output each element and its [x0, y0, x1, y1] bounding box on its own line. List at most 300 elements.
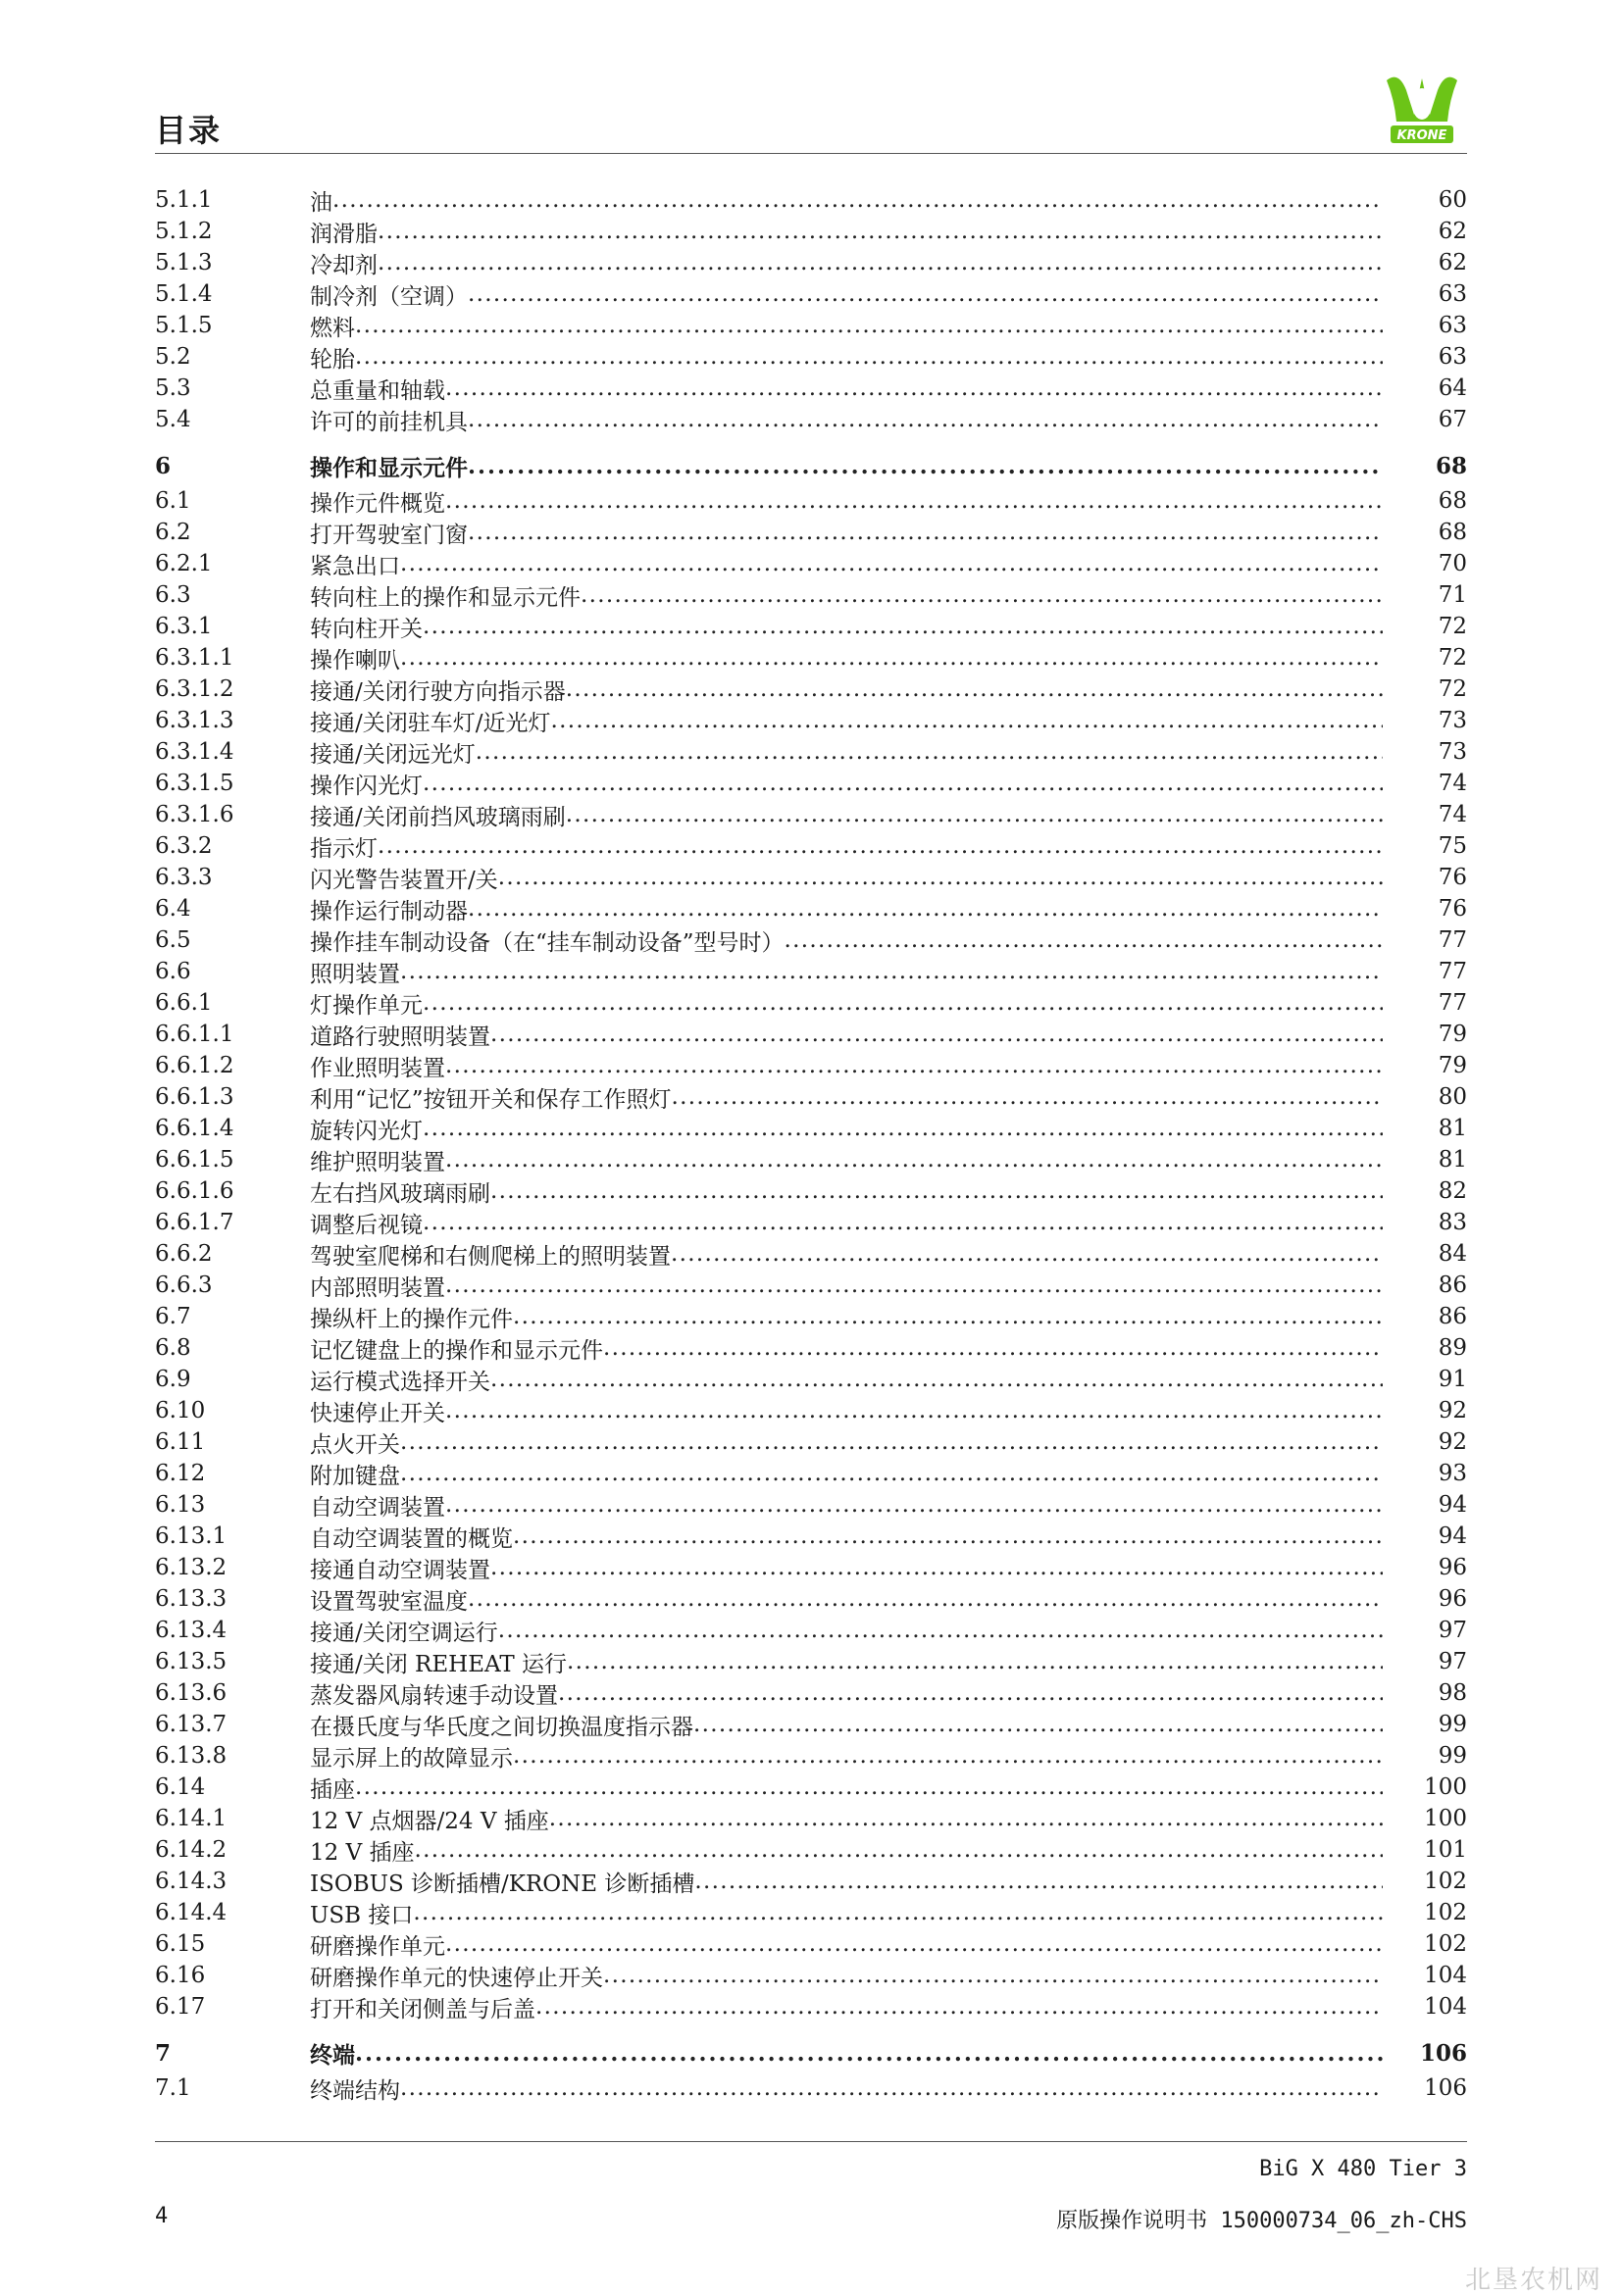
toc-entry-number: 5.1.4: [155, 281, 213, 307]
toc-entry-number: 6.1: [155, 488, 191, 514]
toc-entry[interactable]: [155, 404, 1467, 435]
toc-entry[interactable]: [155, 1552, 1467, 1583]
toc-entry[interactable]: [155, 862, 1467, 893]
toc-entry-page: 70: [1438, 551, 1467, 576]
toc-entry-number: 6.3.1.1: [155, 645, 234, 671]
dot-leader: [400, 1429, 1383, 1455]
toc-entry[interactable]: [155, 830, 1467, 862]
toc-entry-number: 6.4: [155, 896, 191, 922]
toc-entry[interactable]: [155, 987, 1467, 1019]
toc-entry[interactable]: [155, 1081, 1467, 1113]
toc-entry-page: 89: [1438, 1335, 1467, 1361]
toc-entry-page: 79: [1438, 1053, 1467, 1078]
toc-entry-page: 99: [1438, 1743, 1467, 1769]
toc-entry[interactable]: [155, 1615, 1467, 1646]
toc-entry-page: 72: [1438, 676, 1467, 702]
dot-leader: [468, 453, 1383, 479]
dot-leader: [498, 865, 1383, 890]
toc-entry-title: 内部照明装置: [310, 1274, 445, 1301]
toc-entry[interactable]: [155, 1709, 1467, 1740]
dot-leader: [468, 896, 1383, 922]
toc-entry-number: 6.6.2: [155, 1241, 213, 1267]
toc-entry[interactable]: [155, 1521, 1467, 1552]
toc-entry[interactable]: [155, 184, 1467, 216]
toc-entry[interactable]: [155, 1144, 1467, 1175]
toc-entry-title: 附加键盘: [310, 1463, 400, 1489]
toc-entry[interactable]: [155, 247, 1467, 278]
toc-entry[interactable]: [155, 705, 1467, 736]
toc-entry-title: 接通/关闭远光灯: [310, 741, 476, 768]
toc-entry-page: 86: [1438, 1273, 1467, 1298]
toc-entry-page: 77: [1438, 990, 1467, 1016]
toc-entry-number: 6.5: [155, 927, 191, 953]
toc-entry-page: 97: [1438, 1649, 1467, 1674]
dot-leader: [581, 582, 1383, 608]
toc-entry-number: 6.6.1.2: [155, 1053, 234, 1078]
toc-entry-page: 67: [1438, 407, 1467, 432]
page-title: 目录: [155, 112, 223, 149]
toc-entry-title: 研磨操作单元的快速停止开关: [310, 1965, 603, 1991]
toc-entry-number: 6.6: [155, 959, 191, 984]
toc-entry-page: 96: [1438, 1586, 1467, 1612]
dot-leader: [566, 676, 1383, 702]
toc-entry-title: 操作挂车制动设备（在“挂车制动设备”型号时）: [310, 929, 785, 956]
toc-entry-page: 83: [1438, 1210, 1467, 1235]
toc-entry-page: 68: [1438, 488, 1467, 514]
dot-leader: [603, 1335, 1383, 1361]
toc-entry-title: 调整后视镜: [310, 1212, 423, 1238]
toc-entry-number: 6.11: [155, 1429, 206, 1455]
toc-entry-number: 6.6.1: [155, 990, 213, 1016]
toc-entry-title: 操作闪光灯: [310, 773, 423, 799]
dot-leader: [535, 1994, 1383, 2020]
dot-leader: [672, 1084, 1383, 1110]
toc-entry-title: 操作元件概览: [310, 490, 445, 517]
toc-entry-number: 6.13.3: [155, 1586, 228, 1612]
toc-entry-title: 蒸发器风扇转速手动设置: [310, 1682, 558, 1709]
toc-entry[interactable]: [155, 1050, 1467, 1081]
toc-entry-page: 62: [1438, 250, 1467, 275]
toc-entry-number: 5.2: [155, 344, 191, 370]
toc-entry-title: 终端结构: [310, 2077, 400, 2104]
toc-entry[interactable]: [155, 736, 1467, 768]
dot-leader: [355, 313, 1383, 338]
dot-leader: [400, 2075, 1383, 2101]
dot-leader: [468, 1586, 1383, 1612]
toc-entry[interactable]: [155, 1175, 1467, 1207]
toc-entry[interactable]: [155, 1238, 1467, 1270]
toc-entry-page: 74: [1438, 802, 1467, 827]
toc-entry-title: 自动空调装置的概览: [310, 1525, 513, 1552]
toc-entry-number: 6.13.5: [155, 1649, 228, 1674]
dot-leader: [400, 959, 1383, 984]
toc-entry-page: 64: [1438, 375, 1467, 401]
footer-document-id: 原版操作说明书 150000734_06_zh-CHS: [1056, 2209, 1467, 2233]
toc-entry-title: 轮胎: [310, 346, 355, 373]
dot-leader: [400, 1461, 1383, 1486]
toc-entry-number: 6.6.1.6: [155, 1178, 234, 1204]
toc-entry-page: 72: [1438, 645, 1467, 671]
toc-entry-number: 6.14: [155, 1774, 206, 1800]
toc-entry-page: 60: [1438, 187, 1467, 213]
toc-entry-page: 63: [1438, 313, 1467, 338]
toc-entry-page: 76: [1438, 865, 1467, 890]
dot-leader: [332, 187, 1383, 213]
toc-entry-number: 7.1: [155, 2075, 191, 2101]
toc-entry-number: 6.14.2: [155, 1837, 228, 1863]
toc-entry[interactable]: [155, 642, 1467, 674]
toc-entry-page: 62: [1438, 219, 1467, 244]
dot-leader: [400, 645, 1383, 671]
dot-leader: [490, 1022, 1383, 1047]
toc-entry-title: 灯操作单元: [310, 992, 423, 1019]
toc-entry-title: 总重量和轴载: [310, 377, 445, 404]
toc-entry-page: 73: [1438, 708, 1467, 733]
toc-entry-page: 63: [1438, 281, 1467, 307]
toc-entry[interactable]: [155, 1772, 1467, 1803]
toc-entry[interactable]: [155, 1866, 1467, 1897]
toc-entry-page: 91: [1438, 1367, 1467, 1392]
toc-entry[interactable]: [155, 2072, 1467, 2104]
dot-leader: [513, 1743, 1383, 1769]
toc-entry-title: 指示灯: [310, 835, 378, 862]
toc-entry-title: 12 V 点烟器/24 V 插座: [310, 1808, 549, 1834]
toc-entry[interactable]: [155, 611, 1467, 642]
toc-entry-title: 制冷剂（空调）: [310, 283, 468, 310]
toc-entry-title: 作业照明装置: [310, 1055, 445, 1081]
toc-entry-number: 5.3: [155, 375, 191, 401]
toc-entry-title: 操作和显示元件: [310, 454, 468, 481]
toc-entry[interactable]: [155, 1489, 1467, 1521]
toc-entry-number: 6.14.4: [155, 1900, 228, 1925]
dot-leader: [468, 407, 1383, 432]
dot-leader: [498, 1618, 1383, 1643]
dot-leader: [549, 1806, 1383, 1831]
toc-entry-page: 79: [1438, 1022, 1467, 1047]
toc-entry-page: 86: [1438, 1304, 1467, 1329]
toc-entry-title: 插座: [310, 1776, 355, 1803]
toc-entry-page: 73: [1438, 739, 1467, 765]
dot-leader: [400, 551, 1383, 576]
krone-logo: [1377, 61, 1467, 151]
toc-entry[interactable]: [155, 799, 1467, 830]
toc-entry-number: 6.8: [155, 1335, 191, 1361]
toc-entry-title: 终端: [310, 2041, 355, 2069]
dot-leader: [355, 1774, 1383, 1800]
toc-entry-number: 6.10: [155, 1398, 206, 1423]
toc-entry-title: 记忆键盘上的操作和显示元件: [310, 1337, 603, 1364]
toc-entry-title: 自动空调装置: [310, 1494, 445, 1521]
toc-entry-page: 81: [1438, 1147, 1467, 1173]
header-rule: [155, 153, 1467, 154]
toc-entry-number: 6.3.1.2: [155, 676, 234, 702]
toc-entry-title: 点火开关: [310, 1431, 400, 1458]
toc-entry-page: 77: [1438, 927, 1467, 953]
dot-leader: [694, 1869, 1383, 1894]
toc-entry[interactable]: [155, 278, 1467, 310]
toc-entry[interactable]: [155, 485, 1467, 517]
toc-entry[interactable]: [155, 1928, 1467, 1960]
toc-entry-title: 接通自动空调装置: [310, 1557, 490, 1583]
toc-entry-number: 6.12: [155, 1461, 206, 1486]
dot-leader: [785, 927, 1383, 953]
dot-leader: [423, 614, 1383, 639]
toc-entry-title: 接通/关闭前挡风玻璃雨刷: [310, 804, 566, 830]
toc-entry[interactable]: [155, 1113, 1467, 1144]
toc-entry-title: 紧急出口: [310, 553, 400, 579]
toc-entry-title: 接通/关闭行驶方向指示器: [310, 678, 566, 705]
toc-entry-number: 7: [155, 2039, 172, 2067]
dot-leader: [476, 739, 1383, 765]
toc-entry-page: 94: [1438, 1523, 1467, 1549]
dot-leader: [445, 1273, 1383, 1298]
toc-entry-number: 6.9: [155, 1367, 191, 1392]
watermark: 北垦农机网: [1464, 2266, 1602, 2295]
dot-leader: [567, 1649, 1383, 1674]
toc-entry[interactable]: [155, 579, 1467, 611]
toc-entry-number: 6.6.1.7: [155, 1210, 234, 1235]
dot-leader: [566, 802, 1383, 827]
dot-leader: [671, 1241, 1383, 1267]
toc-entry-page: 98: [1438, 1680, 1467, 1706]
footer-page-number: 4: [155, 2204, 169, 2228]
toc-entry-title: 旋转闪光灯: [310, 1118, 423, 1144]
toc-entry-title: 研磨操作单元: [310, 1933, 445, 1960]
toc-entry-number: 5.1.2: [155, 219, 213, 244]
toc-entry-number: 5.4: [155, 407, 191, 432]
dot-leader: [378, 250, 1383, 275]
toc-entry-page: 101: [1424, 1837, 1467, 1863]
toc-entry-page: 102: [1424, 1931, 1467, 1957]
toc-entry-title: 操纵杆上的操作元件: [310, 1306, 513, 1332]
toc-entry-number: 6.6.3: [155, 1273, 213, 1298]
toc-entry-title: 操作喇叭: [310, 647, 400, 674]
toc-entry[interactable]: [155, 1991, 1467, 2022]
toc-entry-page: 92: [1438, 1429, 1467, 1455]
dot-leader: [513, 1523, 1383, 1549]
toc-entry-page: 82: [1438, 1178, 1467, 1204]
toc-entry-number: 6.3.3: [155, 865, 213, 890]
footer-model: BiG X 480 Tier 3: [1259, 2157, 1467, 2181]
toc-entry-title: 利用“记忆”按钮开关和保存工作照灯: [310, 1086, 672, 1113]
dot-leader: [445, 1492, 1383, 1518]
toc-entry-number: 5.1.5: [155, 313, 213, 338]
toc-entry-number: 6.6.1.5: [155, 1147, 234, 1173]
dot-leader: [551, 708, 1384, 733]
toc-entry[interactable]: [155, 1677, 1467, 1709]
toc-entry[interactable]: [155, 1301, 1467, 1332]
toc-entry-number: 6.13.7: [155, 1712, 228, 1737]
toc-entry[interactable]: [155, 341, 1467, 373]
toc-entry[interactable]: [155, 768, 1467, 799]
toc-entry-number: 6.2: [155, 520, 191, 545]
dot-leader: [355, 344, 1383, 370]
toc-entry[interactable]: [155, 216, 1467, 247]
dot-leader: [513, 1304, 1383, 1329]
toc-entry-title: 快速停止开关: [310, 1400, 445, 1426]
toc-entry-title: 显示屏上的故障显示: [310, 1745, 513, 1772]
toc-entry-page: 81: [1438, 1116, 1467, 1141]
toc-entry-number: 6.16: [155, 1963, 206, 1988]
toc-entry-title: 打开驾驶室门窗: [310, 522, 468, 548]
toc-entry-title: 燃料: [310, 315, 355, 341]
dot-leader: [378, 833, 1383, 859]
logo-text: KRONE: [1396, 128, 1447, 143]
toc-entry-page: 104: [1424, 1994, 1467, 2020]
toc-entry[interactable]: [155, 1458, 1467, 1489]
dot-leader: [490, 1555, 1383, 1580]
toc-entry-page: 71: [1438, 582, 1467, 608]
toc-entry-page: 104: [1424, 1963, 1467, 1988]
toc-entry[interactable]: [155, 1583, 1467, 1615]
toc-entry[interactable]: [155, 1332, 1467, 1364]
toc-entry[interactable]: [155, 1207, 1467, 1238]
toc-entry[interactable]: [155, 956, 1467, 987]
toc-entry-number: 5.1.3: [155, 250, 213, 275]
toc-entry-number: 6.17: [155, 1994, 206, 2020]
toc-entry[interactable]: [155, 924, 1467, 956]
table-of-contents: [155, 184, 1467, 2104]
toc-entry-page: 96: [1438, 1555, 1467, 1580]
toc-entry[interactable]: [155, 1803, 1467, 1834]
dot-leader: [490, 1178, 1383, 1204]
toc-entry-page: 99: [1438, 1712, 1467, 1737]
toc-entry-page: 76: [1438, 896, 1467, 922]
toc-entry-number: 6.13.6: [155, 1680, 228, 1706]
toc-entry-title: 油: [310, 189, 332, 216]
toc-entry-title: 打开和关闭侧盖与后盖: [310, 1996, 535, 2022]
toc-entry[interactable]: [155, 2036, 1467, 2070]
toc-entry-page: 75: [1438, 833, 1467, 859]
toc-entry-title: 设置驾驶室温度: [310, 1588, 468, 1615]
toc-entry[interactable]: [155, 674, 1467, 705]
toc-entry-number: 6.2.1: [155, 551, 213, 576]
dot-leader: [423, 771, 1383, 796]
toc-entry-title: 左右挡风玻璃雨刷: [310, 1180, 490, 1207]
toc-entry-title: 道路行驶照明装置: [310, 1023, 490, 1050]
toc-entry-number: 6.7: [155, 1304, 191, 1329]
toc-entry[interactable]: [155, 1740, 1467, 1772]
dot-leader: [445, 1147, 1383, 1173]
toc-entry[interactable]: [155, 1960, 1467, 1991]
toc-entry-title: 照明装置: [310, 961, 400, 987]
toc-entry-number: 6.13: [155, 1492, 206, 1518]
dot-leader: [490, 1367, 1383, 1392]
toc-entry-title: 接通/关闭驻车灯/近光灯: [310, 710, 551, 736]
toc-entry-number: 6.13.1: [155, 1523, 228, 1549]
toc-entry-page: 77: [1438, 959, 1467, 984]
dot-leader: [445, 1931, 1383, 1957]
dot-leader: [603, 1963, 1383, 1988]
toc-entry-number: 6.13.8: [155, 1743, 228, 1769]
toc-entry-number: 6.3.1: [155, 614, 213, 639]
toc-entry-title: 驾驶室爬梯和右侧爬梯上的照明装置: [310, 1243, 671, 1270]
toc-entry[interactable]: [155, 1395, 1467, 1426]
toc-entry[interactable]: [155, 310, 1467, 341]
footer-rule: [155, 2141, 1467, 2142]
dot-leader: [445, 1398, 1383, 1423]
toc-entry[interactable]: [155, 1364, 1467, 1395]
dot-leader: [423, 1210, 1383, 1235]
toc-entry[interactable]: [155, 1270, 1467, 1301]
toc-entry-page: 84: [1438, 1241, 1467, 1267]
dot-leader: [378, 219, 1383, 244]
toc-entry-number: 6.3.1.5: [155, 771, 234, 796]
toc-entry[interactable]: [155, 1426, 1467, 1458]
dot-leader: [355, 2040, 1383, 2067]
toc-entry-number: 6.3: [155, 582, 191, 608]
toc-entry-number: 6.3.2: [155, 833, 213, 859]
toc-entry-title: 运行模式选择开关: [310, 1369, 490, 1395]
toc-entry-page: 74: [1438, 771, 1467, 796]
toc-entry-page: 68: [1435, 452, 1467, 479]
toc-entry-title: 接通/关闭 REHEAT 运行: [310, 1651, 568, 1677]
toc-entry-title: 转向柱开关: [310, 616, 423, 642]
toc-entry-page: 72: [1438, 614, 1467, 639]
dot-leader: [413, 1900, 1383, 1925]
toc-entry[interactable]: [155, 373, 1467, 404]
toc-entry-number: 6.6.1.1: [155, 1022, 234, 1047]
toc-entry-page: 63: [1438, 344, 1467, 370]
toc-entry-number: 6.14.3: [155, 1869, 228, 1894]
dot-leader: [415, 1837, 1384, 1863]
toc-entry[interactable]: [155, 548, 1467, 579]
dot-leader: [468, 520, 1383, 545]
dot-leader: [423, 1116, 1383, 1141]
toc-entry-title: 润滑脂: [310, 221, 378, 247]
toc-entry-number: 6.6.1.3: [155, 1084, 234, 1110]
toc-entry-title: 闪光警告装置开/关: [310, 867, 498, 893]
toc-entry-title: 在摄氏度与华氏度之间切换温度指示器: [310, 1714, 693, 1740]
toc-entry-page: 106: [1424, 2075, 1467, 2101]
toc-entry[interactable]: [155, 449, 1467, 482]
toc-entry-page: 106: [1419, 2039, 1467, 2067]
dot-leader: [445, 1053, 1383, 1078]
toc-entry-title: 维护照明装置: [310, 1149, 445, 1175]
dot-leader: [693, 1712, 1383, 1737]
toc-entry-number: 6.3.1.4: [155, 739, 234, 765]
dot-leader: [468, 281, 1383, 307]
toc-entry[interactable]: [155, 517, 1467, 548]
dot-leader: [445, 375, 1383, 401]
toc-entry-page: 102: [1424, 1900, 1467, 1925]
toc-entry-title: 许可的前挂机具: [310, 409, 468, 435]
dot-leader: [445, 488, 1383, 514]
toc-entry-number: 6.3.1.6: [155, 802, 234, 827]
toc-entry-title: ISOBUS 诊断插槽/KRONE 诊断插槽: [310, 1871, 695, 1897]
toc-entry[interactable]: [155, 1019, 1467, 1050]
toc-entry-title: USB 接口: [310, 1902, 414, 1928]
toc-entry-page: 97: [1438, 1618, 1467, 1643]
toc-entry-page: 68: [1438, 520, 1467, 545]
toc-entry-page: 93: [1438, 1461, 1467, 1486]
toc-entry[interactable]: [155, 1897, 1467, 1928]
toc-entry-title: 接通/关闭空调运行: [310, 1620, 498, 1646]
toc-entry-page: 92: [1438, 1398, 1467, 1423]
toc-entry-page: 100: [1424, 1774, 1467, 1800]
toc-entry[interactable]: [155, 1646, 1467, 1677]
toc-entry-page: 80: [1438, 1084, 1467, 1110]
dot-leader: [558, 1680, 1383, 1706]
toc-entry-number: 6.14.1: [155, 1806, 228, 1831]
toc-entry-number: 6.13.2: [155, 1555, 228, 1580]
toc-entry[interactable]: [155, 893, 1467, 924]
toc-entry-number: 6.3.1.3: [155, 708, 234, 733]
toc-entry[interactable]: [155, 1834, 1467, 1866]
toc-entry-number: 6.6.1.4: [155, 1116, 234, 1141]
toc-entry-page: 102: [1424, 1869, 1467, 1894]
toc-entry-number: 6.15: [155, 1931, 206, 1957]
